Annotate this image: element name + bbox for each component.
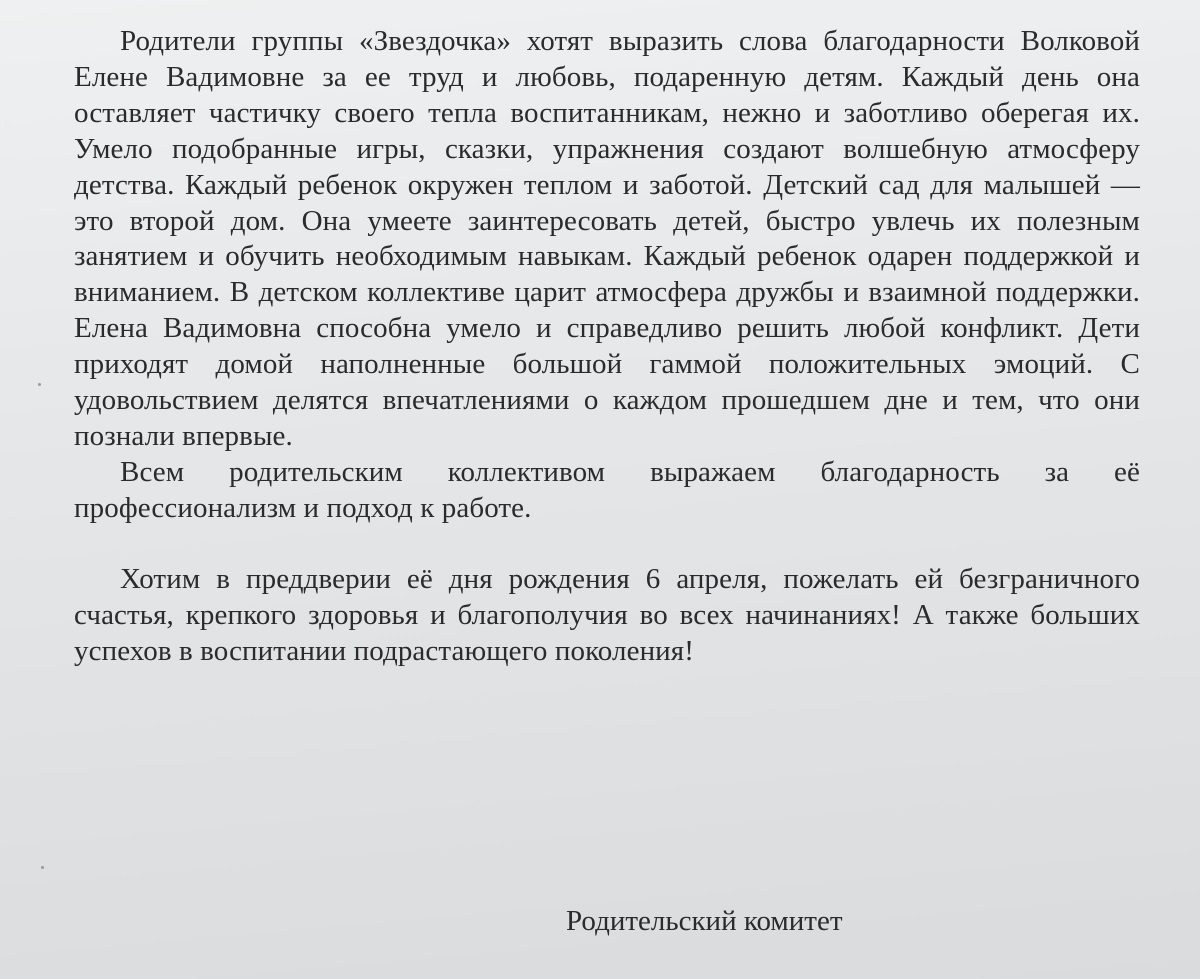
signature-parent-committee: Родительский комитет: [566, 905, 843, 937]
paper-speck: [38, 383, 41, 386]
letter-body: [74, 24, 1140, 669]
paper-speck: [41, 866, 44, 869]
paragraph-collective-thanks: Всем родительским коллективом выражаем благодарность за её профессионализм и подход к работе.: [74, 455, 1140, 524]
paragraph-gratitude: Родители группы «Звездочка» хотят выразить слова благодарности Волковой Елене Вадимовне за ее труд и любовь, подаренную детям. Каждый день она оставляет частичку своего тепла воспитанникам, нежно и заботливо оберегая их. Умело подобранные игры, сказки, упражнения создают волшебную атмосферу детства. Каждый ребенок окружен теплом и заботой. Детский сад для малышей — это второй дом. Она умеете заинтересовать детей, быстро увлечь их полезным занятием и обучить необходимым навыкам. Каждый ребенок одарен поддержкой и вниманием. В детском коллективе царит атмосфера дружбы и взаимной поддержки. Елена Вадимовна способна умело и справедливо решить любой конфликт. Дети приходят домой наполненные большой гаммой положительных эмоций. С удовольствием делятся впечатлениями о каждом прошедшем дне и тем, что они познали впервые.: [74, 25, 1140, 452]
paragraph-birthday-wishes: Хотим в преддверии её дня рождения 6 апреля, пожелать ей безграничного счастья, крепкого здоровья и благополучия во всех начинаниях! А также больших успехов в воспитании подрастающего поколения!: [74, 562, 1140, 667]
